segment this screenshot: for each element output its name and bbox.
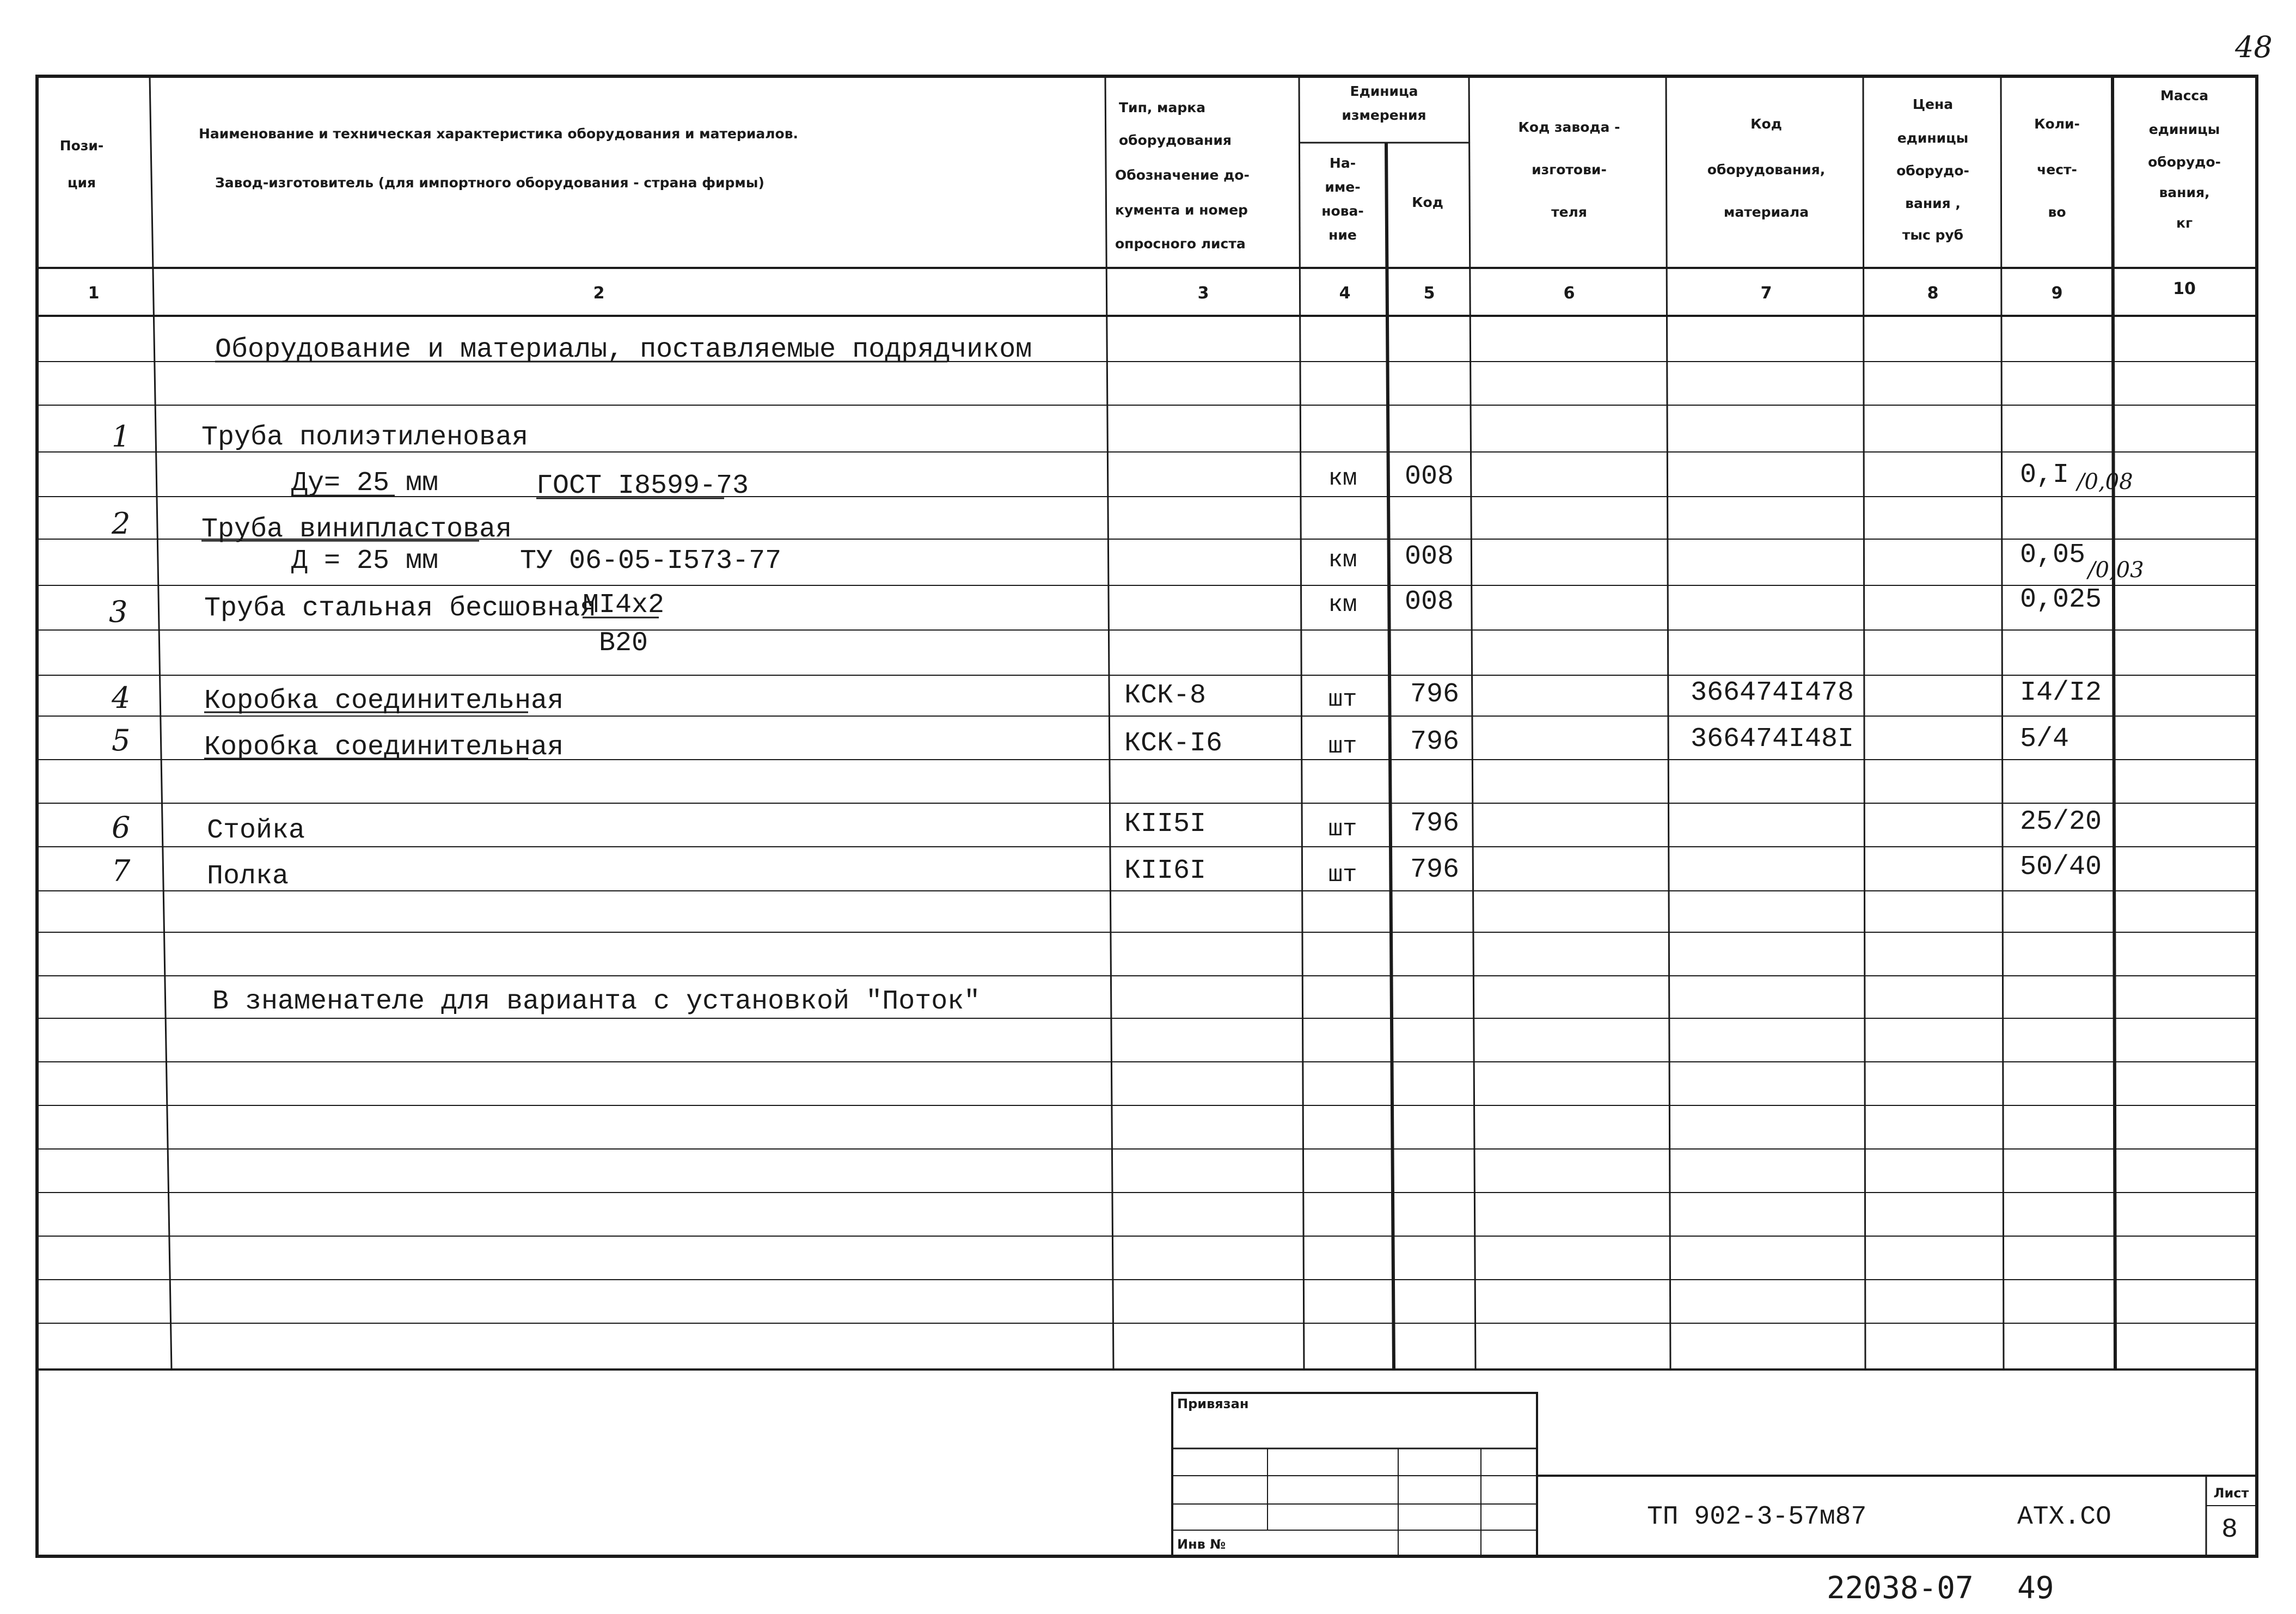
item-3-fraction-numerator: MI4x2 <box>583 590 665 621</box>
item-2-unit-code: 008 <box>1404 541 1454 572</box>
item-7-type: КII6I <box>1124 855 1207 887</box>
item-3-unit: км <box>1328 591 1357 619</box>
item-1-spec-b: ГОСТ I8599-73 <box>536 470 749 502</box>
item-5-position: 5 <box>112 723 131 757</box>
item-6-unit: шт <box>1328 816 1357 843</box>
header-name-1: Наименование и техническая характеристика оборудования и материалов. <box>199 126 799 142</box>
header-price-3: оборудо- <box>1896 163 1969 179</box>
item-5-qty: 5/4 <box>2020 724 2070 755</box>
item-3-qty: 0,025 <box>2020 584 2102 615</box>
header-mass-4: вания, <box>2159 185 2210 200</box>
title-block <box>1172 1393 2257 1556</box>
header-mass-2: единицы <box>2148 121 2220 137</box>
item-1-qty-handwritten: /0,08 <box>2077 469 2133 494</box>
item-5-type: КСК-I6 <box>1124 728 1223 759</box>
item-7-qty: 50/40 <box>2020 852 2102 883</box>
item-2-name: Труба винипластовая <box>201 514 512 545</box>
item-5-unit: шт <box>1328 733 1357 760</box>
item-1-position: 1 <box>112 419 131 454</box>
item-7-unit: шт <box>1328 861 1357 889</box>
header-plant-code-3: теля <box>1551 204 1587 220</box>
stamp-bound-label: Привязан <box>1177 1396 1249 1411</box>
table-row <box>112 723 2069 763</box>
item-4-position: 4 <box>112 681 131 715</box>
item-4-type: КСК-8 <box>1124 680 1207 711</box>
stamp-inventory-label: Инв № <box>1177 1537 1226 1552</box>
item-1-unit: км <box>1328 465 1357 492</box>
item-1-qty: 0,I <box>2020 460 2070 491</box>
item-3-position: 3 <box>109 595 128 629</box>
header-plant-code-1: Код завода - <box>1518 119 1620 135</box>
header-name-2: Завод-изготовитель (для импортного оборудования - страна фирмы) <box>215 175 764 191</box>
header-unit-name-4: ние <box>1328 227 1357 243</box>
col-num-2: 2 <box>593 284 605 303</box>
item-7-position: 7 <box>112 854 131 888</box>
sheet-label: Лист <box>2213 1485 2249 1501</box>
item-3-fraction-denominator: B20 <box>599 628 648 659</box>
header-price-2: единицы <box>1897 130 1969 146</box>
footnote: В знаменателе для варианта с установкой "Поток" <box>212 986 981 1017</box>
item-2-spec-b: ТУ 06-05-I573-77 <box>520 546 782 577</box>
document-mark: АТХ.СО <box>2017 1502 2111 1532</box>
header-type-3: Обозначение до- <box>1115 167 1250 183</box>
col-num-8: 8 <box>1927 284 1939 303</box>
item-6-qty: 25/20 <box>2020 806 2102 837</box>
col-num-6: 6 <box>1563 284 1575 303</box>
item-2-qty-handwritten: /0,03 <box>2088 558 2144 583</box>
col-num-3: 3 <box>1197 284 1209 303</box>
item-5-equip-code: 366474I48I <box>1691 724 1854 755</box>
header-unit-group-2: измерения <box>1342 107 1426 123</box>
section-title: Оборудование и материалы, поставляемые подрядчиком <box>215 334 1032 365</box>
item-4-qty: I4/I2 <box>2020 677 2102 708</box>
archive-page: 49 <box>2017 1570 2054 1606</box>
item-4-name: Коробка соединительная <box>204 686 564 717</box>
header-type-4: кумента и номер <box>1115 202 1248 218</box>
col-num-7: 7 <box>1760 284 1772 303</box>
item-4-unit: шт <box>1328 686 1357 713</box>
col-num-4: 4 <box>1339 284 1351 303</box>
header-unit-name-3: нова- <box>1321 203 1364 219</box>
header-mass-3: оборудо- <box>2148 154 2221 170</box>
item-4-equip-code: 366474I478 <box>1691 677 1854 708</box>
column-lines <box>150 76 2115 1370</box>
header-price-4: вания , <box>1905 195 1961 211</box>
table-row <box>111 677 2102 717</box>
document-code: ТП 902-3-57м87 <box>1647 1502 1867 1532</box>
table-row <box>112 806 2102 846</box>
header-qty-2: чест- <box>2037 162 2077 178</box>
header-mass-1: Масса <box>2160 88 2209 103</box>
header-mass-5: кг <box>2176 215 2193 231</box>
table-header <box>60 83 2221 252</box>
item-7-name: Полка <box>207 861 289 892</box>
item-2-spec-a: Д = 25 мм <box>291 546 439 577</box>
item-7-unit-code: 796 <box>1410 854 1460 885</box>
header-type-5: опросного листа <box>1115 236 1246 252</box>
table-row <box>111 506 2144 583</box>
row-lines <box>37 362 2257 1323</box>
item-1-spec-a: Ду= 25 мм <box>291 468 439 499</box>
header-type-1: Тип, марка <box>1119 100 1206 115</box>
header-unit-code: Код <box>1412 194 1443 210</box>
col-num-9: 9 <box>2051 284 2063 303</box>
header-pos-1: Пози- <box>59 138 104 154</box>
header-equip-code-2: оборудования, <box>1707 162 1826 178</box>
col-num-5: 5 <box>1423 284 1435 303</box>
item-1-unit-code: 008 <box>1404 461 1454 492</box>
column-number-row <box>88 279 2196 303</box>
item-6-name: Стойка <box>207 815 305 846</box>
sheet-number: 8 <box>2221 1514 2238 1545</box>
item-1-name: Труба полиэтиленовая <box>201 422 529 453</box>
header-qty-3: во <box>2048 204 2066 220</box>
page-number: 48 <box>2235 30 2273 64</box>
item-2-qty: 0,05 <box>2020 540 2086 571</box>
col-num-1: 1 <box>88 284 100 303</box>
header-equip-code-3: материала <box>1723 204 1809 220</box>
item-3-name: Труба стальная бесшовная <box>204 593 597 624</box>
header-equip-code-1: Код <box>1750 116 1782 132</box>
header-qty-1: Коли- <box>2034 116 2080 132</box>
table-row <box>109 584 2102 659</box>
item-2-position: 2 <box>112 506 131 541</box>
col-num-10: 10 <box>2173 279 2196 298</box>
table-row <box>112 852 2102 892</box>
item-2-unit: км <box>1328 547 1357 574</box>
table-row <box>112 419 2133 502</box>
item-5-unit-code: 796 <box>1410 726 1460 757</box>
item-4-unit-code: 796 <box>1410 679 1460 710</box>
header-price-5: тыс руб <box>1902 227 1964 243</box>
header-unit-name-2: име- <box>1325 179 1361 195</box>
header-pos-2: ция <box>67 175 96 191</box>
header-price-1: Цена <box>1912 96 1954 112</box>
header-type-2: оборудования <box>1119 132 1232 148</box>
section-heading <box>215 334 1032 365</box>
item-6-type: КII5I <box>1124 809 1207 840</box>
header-unit-group-1: Единица <box>1350 83 1418 99</box>
header-plant-code-2: изготови- <box>1532 162 1607 178</box>
item-3-unit-code: 008 <box>1404 586 1454 618</box>
item-5-name: Коробка соединительная <box>204 732 564 763</box>
item-6-position: 6 <box>112 810 131 845</box>
item-6-unit-code: 796 <box>1410 808 1460 839</box>
archive-number: 22038-07 <box>1827 1570 1974 1606</box>
header-unit-name-1: На- <box>1329 155 1356 171</box>
